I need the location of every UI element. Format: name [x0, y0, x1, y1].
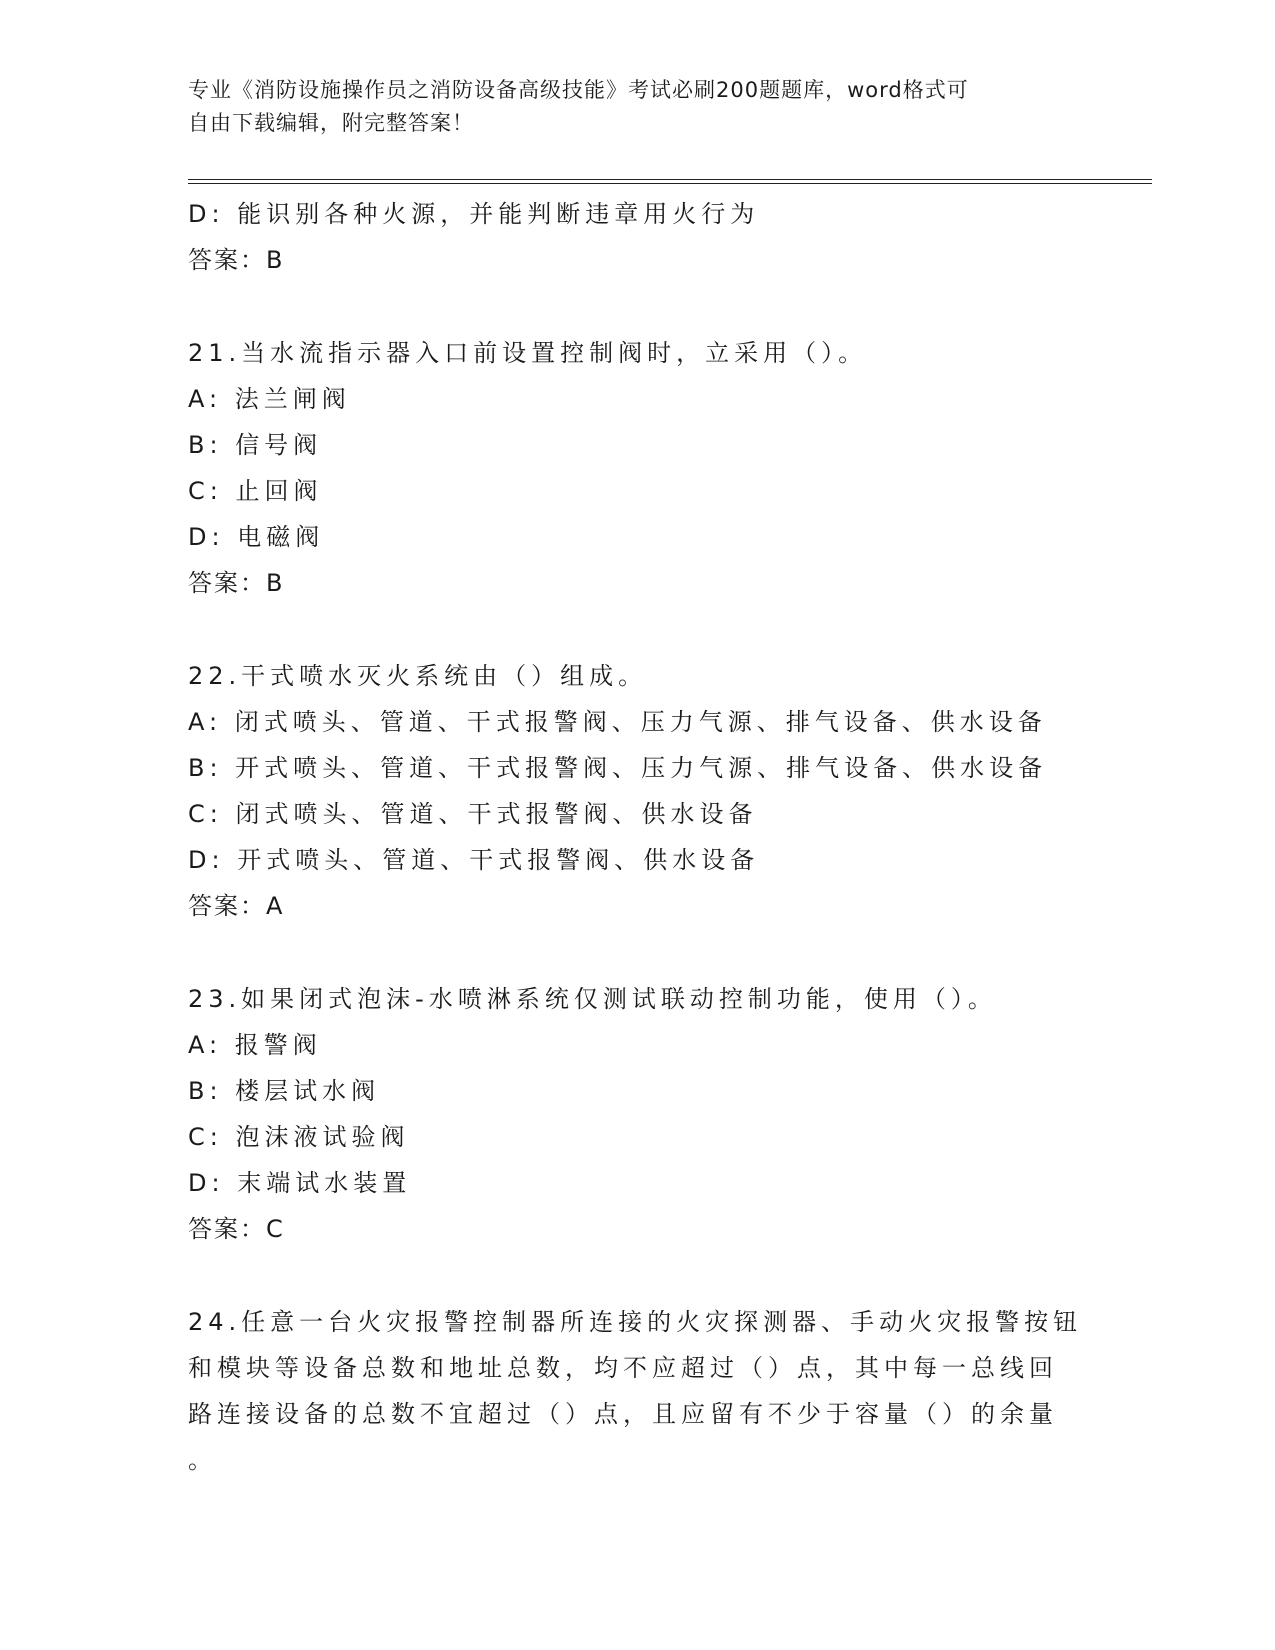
answer: 答案：C — [188, 1215, 285, 1243]
option-d: D: 开式喷头、管道、干式报警阀、供水设备 — [188, 846, 760, 874]
option-d: D: 末端试水装置 — [188, 1169, 412, 1197]
question-text-line-2: 和模块等设备总数和地址总数，均不应超过（）点，其中每一总线回 — [188, 1354, 1058, 1382]
question-text-line-4: 。 — [188, 1446, 217, 1474]
question-24 — [188, 1299, 1088, 1483]
option-d: D: 电磁阀 — [188, 523, 325, 551]
question-text-line-3: 路连接设备的总数不宜超过（）点，且应留有不少于容量（）的余量 — [188, 1400, 1058, 1428]
question-22 — [188, 653, 1088, 929]
spacer — [188, 1252, 1088, 1299]
question-23 — [188, 976, 1088, 1252]
prev-question-option-d: D: 能识别各种火源，并能判断违章用火行为 — [188, 200, 760, 228]
option-b: B: 开式喷头、管道、干式报警阀、压力气源、排气设备、供水设备 — [188, 754, 1048, 782]
option-b: B: 楼层试水阀 — [188, 1077, 381, 1105]
option-a: A: 闭式喷头、管道、干式报警阀、压力气源、排气设备、供水设备 — [188, 708, 1047, 736]
spacer — [188, 929, 1088, 976]
document-body — [188, 191, 1088, 1483]
option-b: B: 信号阀 — [188, 431, 323, 459]
option-c: C: 闭式喷头、管道、干式报警阀、供水设备 — [188, 800, 758, 828]
question-21 — [188, 330, 1088, 606]
document-header — [188, 74, 1088, 140]
question-text: 21.当水流指示器入口前设置控制阀时，立采用（）。 — [188, 339, 868, 367]
header-divider-top — [188, 179, 1152, 180]
header-title-line-2: 自由下载编辑，附完整答案！ — [188, 111, 474, 135]
header-title-line-1: 专业《消防设施操作员之消防设备高级技能》考试必刷200题题库，word格式可 — [188, 78, 969, 102]
question-text: 22.干式喷水灭火系统由（）组成。 — [188, 662, 648, 690]
answer: 答案：A — [188, 892, 285, 920]
spacer — [188, 606, 1088, 653]
option-c: C: 止回阀 — [188, 477, 323, 505]
header-divider-bottom — [188, 183, 1152, 184]
question-text: 23.如果闭式泡沫-水喷淋系统仅测试联动控制功能，使用（）。 — [188, 985, 997, 1013]
question-text-line-1: 24.任意一台火灾报警控制器所连接的火灾探测器、手动火灾报警按钮 — [188, 1308, 1083, 1336]
spacer — [188, 283, 1088, 330]
answer: 答案：B — [188, 569, 285, 597]
prev-question-answer: 答案：B — [188, 246, 285, 274]
option-a: A: 报警阀 — [188, 1031, 322, 1059]
option-a: A: 法兰闸阀 — [188, 385, 351, 413]
option-c: C: 泡沫液试验阀 — [188, 1123, 410, 1151]
